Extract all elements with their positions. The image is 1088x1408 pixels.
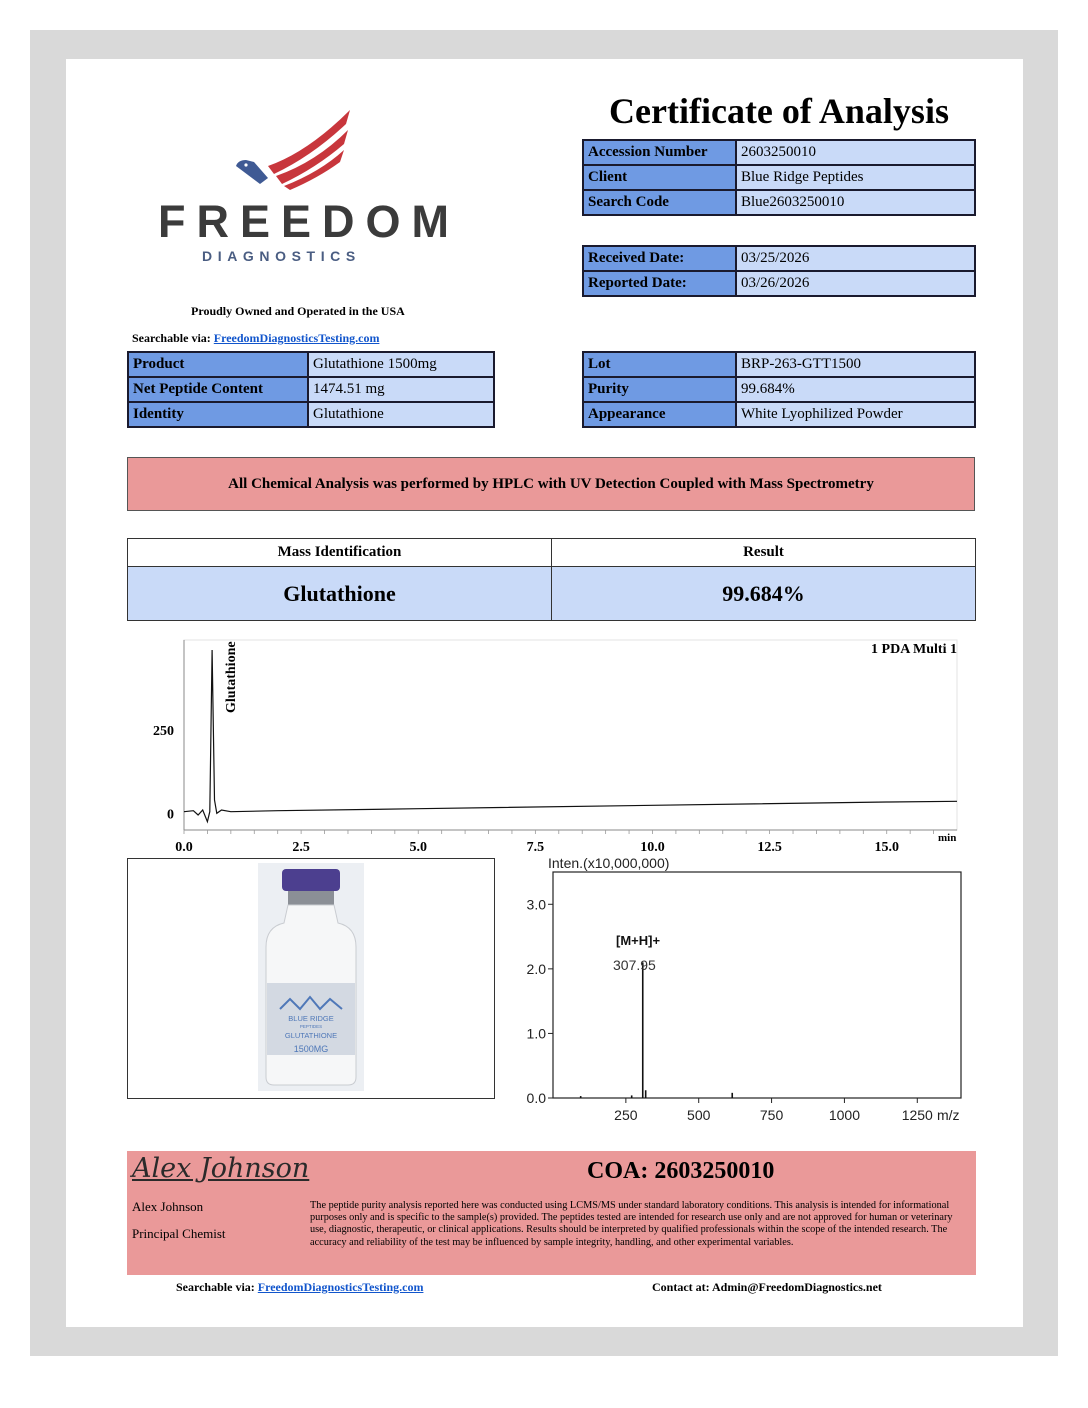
vial-crimp [288, 891, 334, 905]
y-tick-label: 0 [167, 807, 174, 823]
x-tick-label: 250 [614, 1107, 638, 1123]
hplc-chromatogram [127, 636, 975, 858]
searchable-via [132, 331, 379, 346]
vial-photo [258, 863, 364, 1091]
table-row [583, 402, 975, 427]
row-label: Identity [128, 402, 308, 427]
searchable-label: Searchable via: [132, 331, 211, 345]
x-tick-label: 15.0 [874, 840, 899, 855]
x-tick-label: 5.0 [409, 840, 427, 855]
vial-dose: 1500MG [293, 1044, 329, 1054]
row-value: Glutathione 1500mg [308, 352, 494, 377]
row-value: 2603250010 [736, 140, 975, 165]
y-tick-label: 250 [153, 724, 174, 739]
table-row [583, 165, 975, 190]
disclaimer-text: The peptide purity analysis reported here was conducted using LCMS/MS under standard laboratory conditions. This analysis is intended for informational purposes only and is specific to the sample(s) provided. The peptides tested are intended for research use only and are not approved for human or veterinary use, diagnostic, therapeutic, or clinical applications. Results should be interpreted by qualified professionals within the scope of the intended research. The accuracy and reliability of the test may be influenced by sample integrity, handling, and other experimental variables. [310, 1200, 953, 1248]
row-label: Appearance [583, 402, 736, 427]
y-tick-label: 2.0 [526, 960, 546, 977]
row-label: Received Date: [583, 246, 736, 271]
y-tick-labels [527, 896, 553, 1106]
footer-searchable-link[interactable]: FreedomDiagnosticsTesting.com [257, 1280, 424, 1294]
vial-brand-sub: PEPTIDES [299, 1024, 323, 1029]
mass-spectrum [505, 852, 975, 1132]
y-tick-labels [153, 724, 174, 822]
vial-brand: BLUE RIDGE [288, 1014, 334, 1023]
footer-searchable-label: Searchable via: [176, 1280, 255, 1294]
footer-searchable [176, 1280, 423, 1295]
y-tick-label: 3.0 [526, 896, 546, 913]
mass-identification-table [127, 538, 976, 621]
row-value: Blue Ridge Peptides [736, 165, 975, 190]
row-value: Blue2603250010 [736, 190, 975, 215]
row-label: Lot [583, 352, 736, 377]
x-minor-ticks [184, 830, 934, 834]
column-header: Mass Identification [128, 539, 552, 567]
ion-label: [M+H]+ [616, 933, 661, 948]
brand-word: FREEDOM [158, 196, 460, 247]
x-tick-label: 2.5 [292, 840, 310, 855]
x-tick-label: 0.0 [175, 840, 193, 855]
table-row [583, 377, 975, 402]
x-tick-label: 1000 [828, 1107, 861, 1123]
spectrum-frame [553, 872, 961, 1098]
peak-label: Glutathione [224, 641, 239, 713]
method-banner: All Chemical Analysis was performed by HPLC with UV Detection Coupled with Mass Spectrometry [127, 457, 975, 511]
product-table [127, 351, 495, 428]
table-row [128, 567, 976, 621]
row-value: 99.684% [736, 377, 975, 402]
x-tick-label: 500 [687, 1107, 711, 1123]
table-row [583, 352, 975, 377]
x-tick-label: 7.5 [526, 840, 545, 855]
x-tick-label: 1250 [901, 1107, 933, 1123]
x-tick-labels [614, 1098, 933, 1123]
x-tick-label: 750 [759, 1107, 784, 1123]
coa-number: COA: 2603250010 [587, 1158, 775, 1184]
brand-subword: DIAGNOSTICS [202, 248, 361, 264]
row-value: Glutathione [308, 402, 494, 427]
x-tick-label: 10.0 [640, 840, 665, 855]
table-row [583, 246, 975, 271]
searchable-link[interactable]: FreedomDiagnosticsTesting.com [213, 331, 380, 345]
footer-contact: Contact at: Admin@FreedomDiagnostics.net [652, 1280, 882, 1294]
table-row [583, 271, 975, 296]
y-axis-title: Inten.(x10,000,000) [548, 855, 670, 871]
signature-script: Alex Johnson [132, 1153, 310, 1184]
eagle-flag-logo-icon [228, 104, 358, 192]
accession-table [582, 139, 976, 216]
row-value: 03/25/2026 [736, 246, 975, 271]
chemist-name: Alex Johnson [132, 1199, 204, 1214]
x-unit-label: m/z [937, 1107, 960, 1123]
row-label: Product [128, 352, 308, 377]
y-tick-label: 1.0 [526, 1025, 546, 1042]
table-row [128, 402, 494, 427]
column-header: Result [552, 539, 976, 567]
row-value: BRP-263-GTT1500 [736, 352, 975, 377]
vial-cap [282, 869, 340, 891]
table-row [583, 140, 975, 165]
row-value: 03/26/2026 [736, 271, 975, 296]
table-header-row [128, 539, 976, 567]
row-label: Net Peptide Content [128, 377, 308, 402]
identity-cell: Glutathione [128, 567, 552, 621]
y-tick-label: 0.0 [526, 1090, 546, 1106]
peak-mz-label: 307.95 [613, 957, 656, 973]
page-title: Certificate of Analysis [609, 91, 949, 131]
table-row [583, 190, 975, 215]
channel-label: 1 PDA Multi 1 [871, 642, 957, 657]
row-label: Accession Number [583, 140, 736, 165]
chemist-title: Principal Chemist [132, 1226, 226, 1241]
row-value: 1474.51 mg [308, 377, 494, 402]
tagline: Proudly Owned and Operated in the USA [191, 304, 405, 318]
row-value: White Lyophilized Powder [736, 402, 975, 427]
row-label: Purity [583, 377, 736, 402]
chromatogram-frame [184, 640, 957, 830]
table-row [128, 377, 494, 402]
product-photo-frame [127, 858, 495, 1099]
table-row [128, 352, 494, 377]
result-cell: 99.684% [552, 567, 976, 621]
x-unit-label: min [938, 832, 957, 844]
row-label: Search Code [583, 190, 736, 215]
lot-table [582, 351, 976, 428]
dates-table [582, 245, 976, 297]
x-tick-label: 12.5 [757, 840, 782, 855]
vial-product-name: GLUTATHIONE [284, 1031, 338, 1040]
row-label: Client [583, 165, 736, 190]
row-label: Reported Date: [583, 271, 736, 296]
